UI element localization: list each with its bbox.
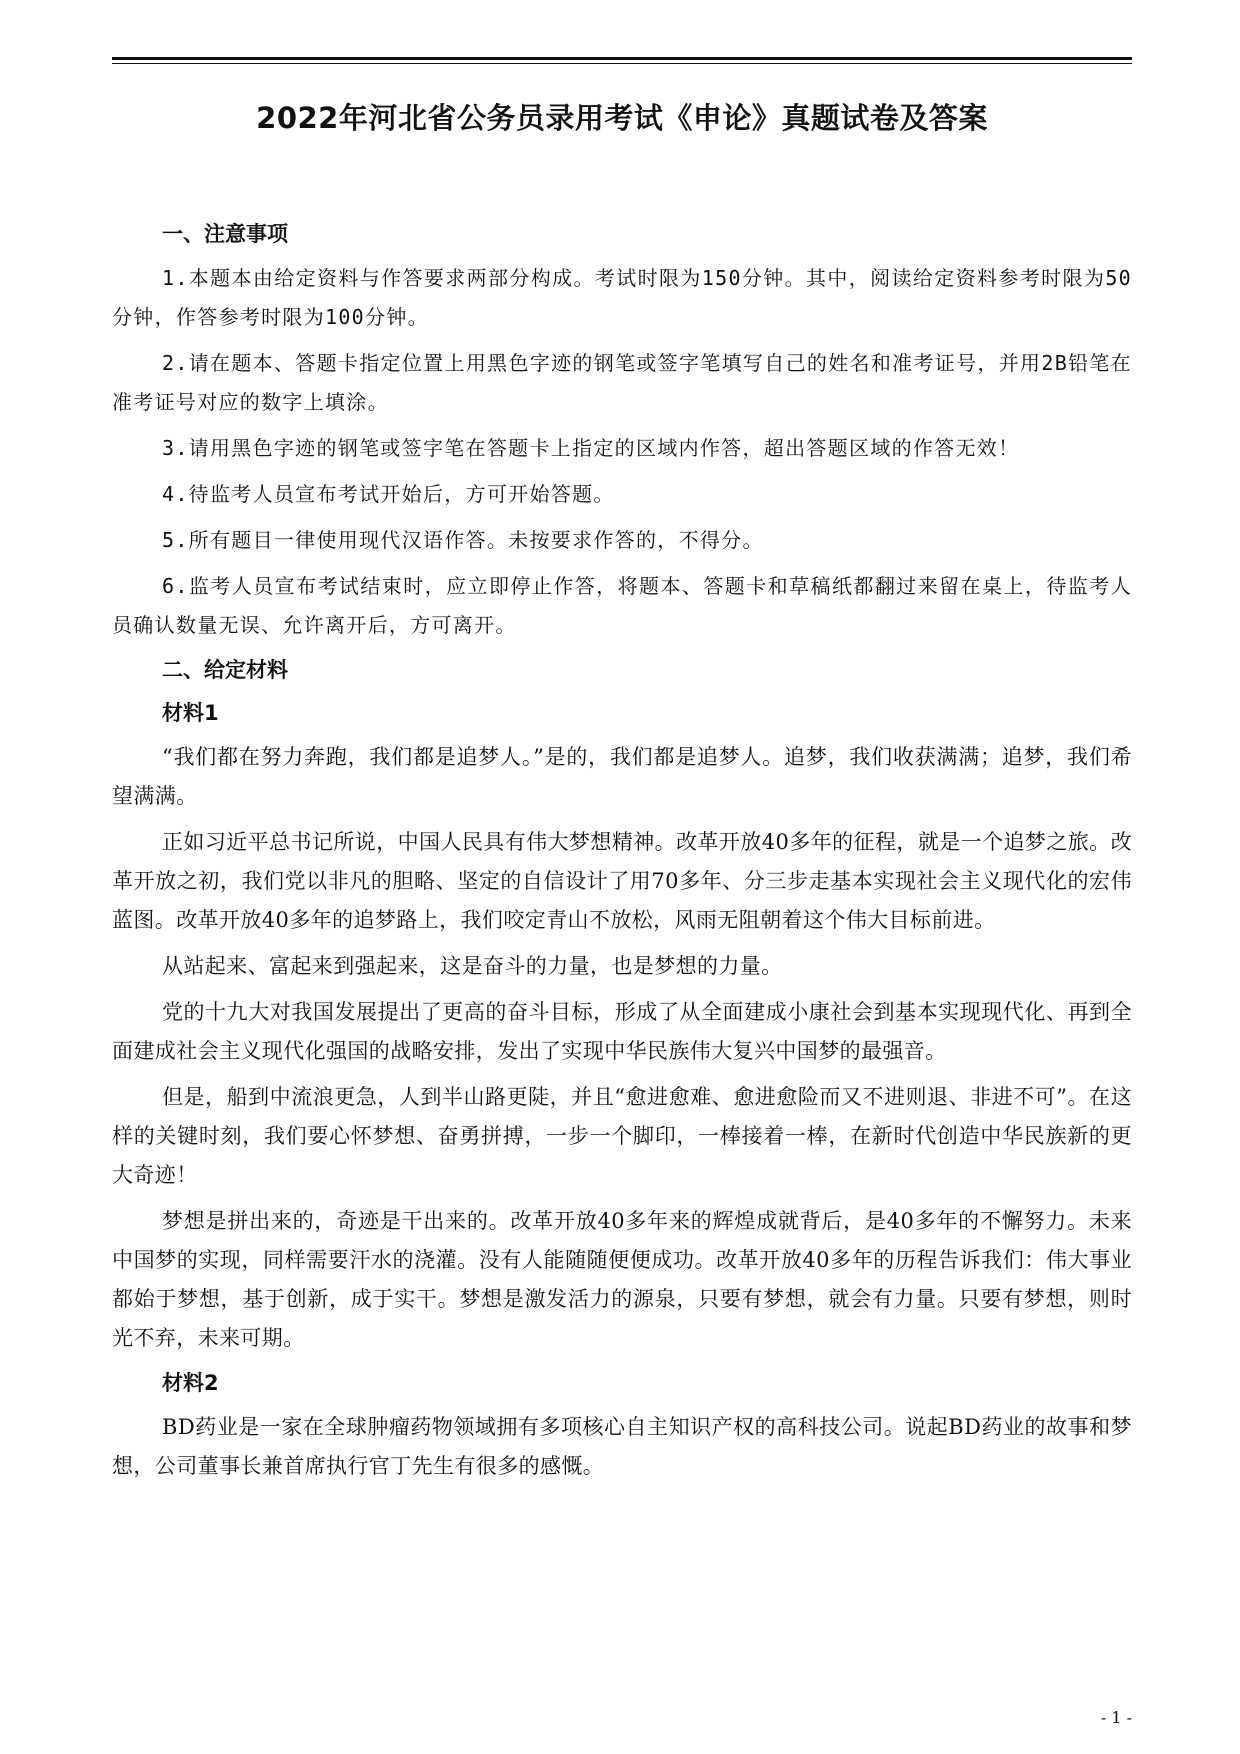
section-heading-notice: 一、注意事项: [162, 222, 288, 246]
notice-item-6: 6.监考人员宣布考试结束时，应立即停止作答，将题本、答题卡和草稿纸都翻过来留在桌上，待监考人员确认数量无误、允许离开后，方可离开。: [112, 574, 1132, 637]
material-1-paragraph: 党的十九大对我国发展提出了更高的奋斗目标，形成了从全面建成小康社会到基本实现现代化、再到全面建成社会主义现代化强国的战略安排，发出了实现中华民族伟大复兴中国梦的最强音。: [112, 1000, 1132, 1063]
header-rule-thick: [112, 57, 1132, 60]
material-1-paragraph: 正如习近平总书记所说，中国人民具有伟大梦想精神。改革开放40多年的征程，就是一个追梦之旅。改革开放之初，我们党以非凡的胆略、坚定的自信设计了用70多年、分三步走基本实现社会主义现代化的宏伟蓝图。改革开放40多年的追梦路上，我们咬定青山不放松，风雨无阻朝着这个伟大目标前进。: [112, 830, 1132, 932]
notice-item-4: 4.待监考人员宣布考试开始后，方可开始答题。: [162, 482, 615, 506]
material-1-paragraph: 从站起来、富起来到强起来，这是奋斗的力量，也是梦想的力量。: [162, 954, 783, 978]
document-body: [112, 216, 1132, 1493]
page-number: - 1 -: [1100, 1708, 1132, 1727]
material-2-heading: 材料2: [162, 1371, 219, 1395]
notice-item-2: 2.请在题本、答题卡指定位置上用黑色字迹的钢笔或签字笔填写自己的姓名和准考证号，并用2B铅笔在准考证号对应的数字上填涂。: [112, 351, 1132, 414]
notice-item-1: 1.本题本由给定资料与作答要求两部分构成。考试时限为150分钟。其中，阅读给定资料参考时限为50分钟，作答参考时限为100分钟。: [112, 266, 1132, 329]
material-1-heading: 材料1: [162, 701, 219, 725]
notice-item-5: 5.所有题目一律使用现代汉语作答。未按要求作答的，不得分。: [162, 528, 764, 552]
material-1-paragraph: 梦想是拼出来的，奇迹是干出来的。改革开放40多年来的辉煌成就背后，是40多年的不懈努力。未来中国梦的实现，同样需要汗水的浇灌。没有人能随随便便成功。改革开放40多年的历程告诉我们：伟大事业都始于梦想，基于创新，成于实干。梦想是激发活力的源泉，只要有梦想，就会有力量。只要有梦想，则时光不弃，未来可期。: [112, 1209, 1132, 1350]
material-2-paragraph: BD药业是一家在全球肿瘤药物领域拥有多项核心自主知识产权的高科技公司。说起BD药业的故事和梦想，公司董事长兼首席执行官丁先生有很多的感慨。: [112, 1415, 1132, 1478]
document-title: 2022年河北省公务员录用考试《申论》真题试卷及答案: [256, 101, 988, 135]
material-1-paragraph: “我们都在努力奔跑，我们都是追梦人。”是的，我们都是追梦人。追梦，我们收获满满；追梦，我们希望满满。: [112, 745, 1132, 808]
header-rule-thin: [112, 63, 1132, 64]
notice-item-3: 3.请用黑色字迹的钢笔或签字笔在答题卡上指定的区域内作答，超出答题区域的作答无效！: [162, 436, 1020, 460]
section-heading-materials: 二、给定材料: [162, 658, 288, 682]
material-1-paragraph: 但是，船到中流浪更急，人到半山路更陡，并且“愈进愈难、愈进愈险而又不进则退、非进不可”。在这样的关键时刻，我们要心怀梦想、奋勇拼搏，一步一个脚印，一棒接着一棒，在新时代创造中华民族新的更大奇迹！: [112, 1085, 1132, 1187]
